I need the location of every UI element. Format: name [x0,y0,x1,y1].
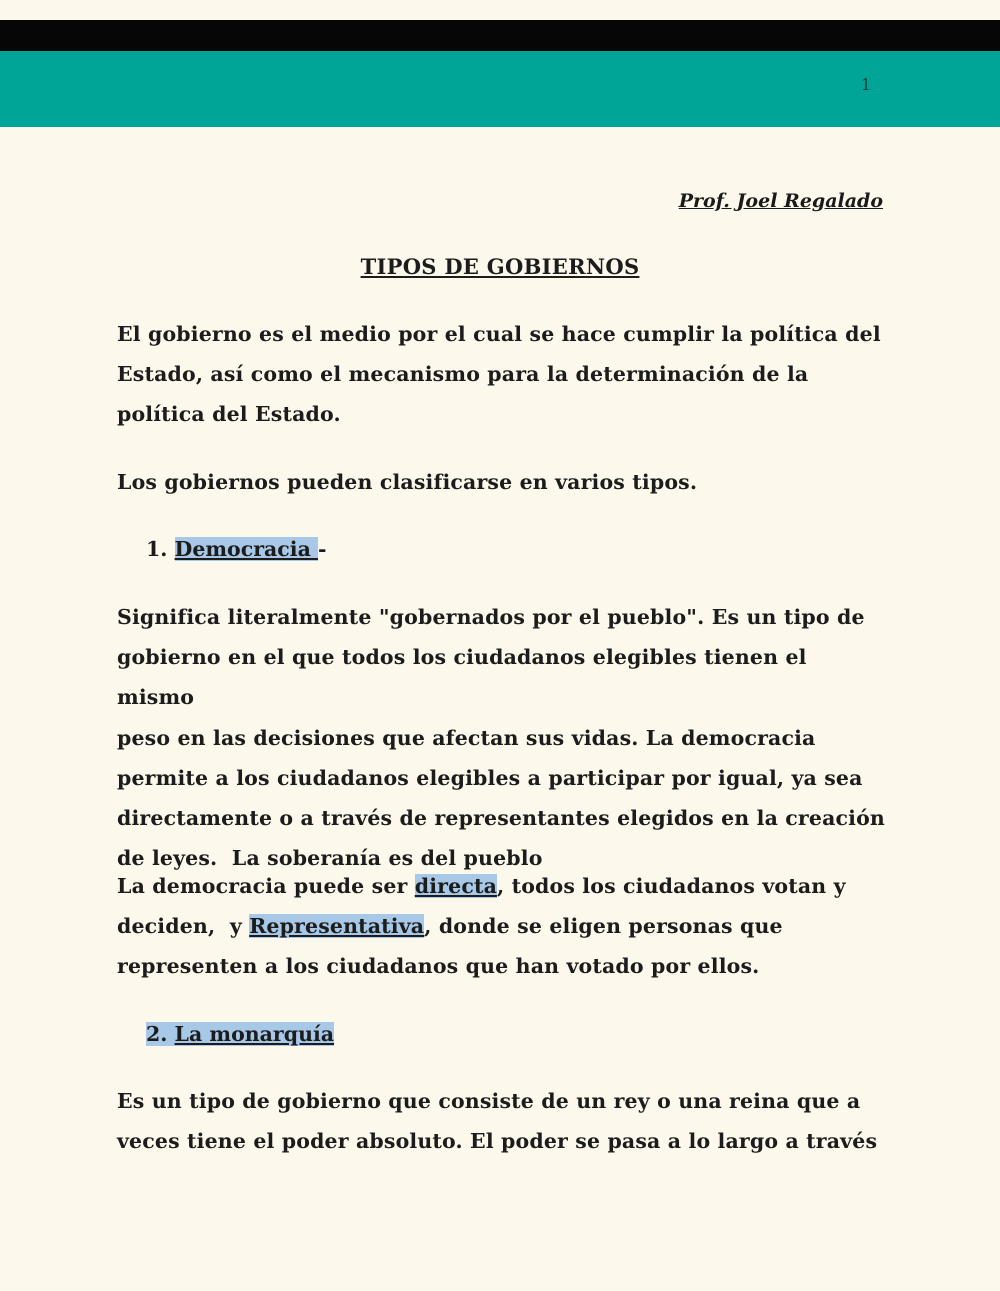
intro-line: política del Estado. [117,402,341,427]
types-line2-prefix: deciden, y [117,914,250,939]
democracia-line: peso en las decisiones que afectan sus vidas. La democracia [117,725,816,750]
democracia-line: de leyes. La soberanía es del pueblo [117,846,543,871]
classification-paragraph: Los gobiernos pueden clasificarse en varios tipos. [117,470,698,494]
intro-paragraph [117,314,887,435]
list-number: 2. [146,1022,175,1046]
democracia-line: gobierno en el que todos los ciudadanos elegibles tienen el mismo [117,645,807,710]
list-number: 1. [146,537,168,561]
democracia-types-paragraph [117,866,887,987]
democracia-line: permite a los ciudadanos elegibles a participar por igual, ya sea [117,765,863,790]
heading-monarquia: La monarquía [174,1022,335,1046]
types-line [117,906,887,946]
list-item-monarquia [146,1014,334,1054]
term-directa: directa [414,874,497,898]
democracia-line: Significa literalmente "gobernados por el pueblo". Es un tipo de [117,605,865,629]
intro-line: Estado, así como el mecanismo para la determinación de la [117,362,809,387]
types-representative-rest: , donde se eligen personas que [424,914,783,939]
heading-suffix: - [318,537,327,561]
democracia-line: directamente o a través de representantes elegidos en la creación [117,806,885,831]
intro-line: El gobierno es el medio por el cual se hace cumplir la política del [117,322,881,346]
democracia-paragraph [117,597,887,878]
author-name: Prof. Joel Regalado [678,190,883,212]
term-representativa: Representativa [249,914,425,939]
monarquia-line: Es un tipo de gobierno que consiste de un rey o una reina que a [117,1089,861,1113]
list-item-democracia [146,529,327,569]
types-line [117,866,887,906]
monarquia-paragraph [117,1081,887,1161]
document-title: TIPOS DE GOBIERNOS [360,254,640,279]
types-line: representen a los ciudadanos que han votado por ellos. [117,954,760,979]
types-direct-rest: , todos los ciudadanos votan y [497,874,846,898]
types-prefix: La democracia puede ser [117,874,415,898]
header-black-bar [0,20,1000,51]
heading-democracia: Democracia [174,537,318,561]
page-number: 1 [860,75,872,94]
monarquia-line: veces tiene el poder absoluto. El poder se pasa a lo largo a través [117,1129,878,1154]
header-teal-bar [0,51,1000,127]
